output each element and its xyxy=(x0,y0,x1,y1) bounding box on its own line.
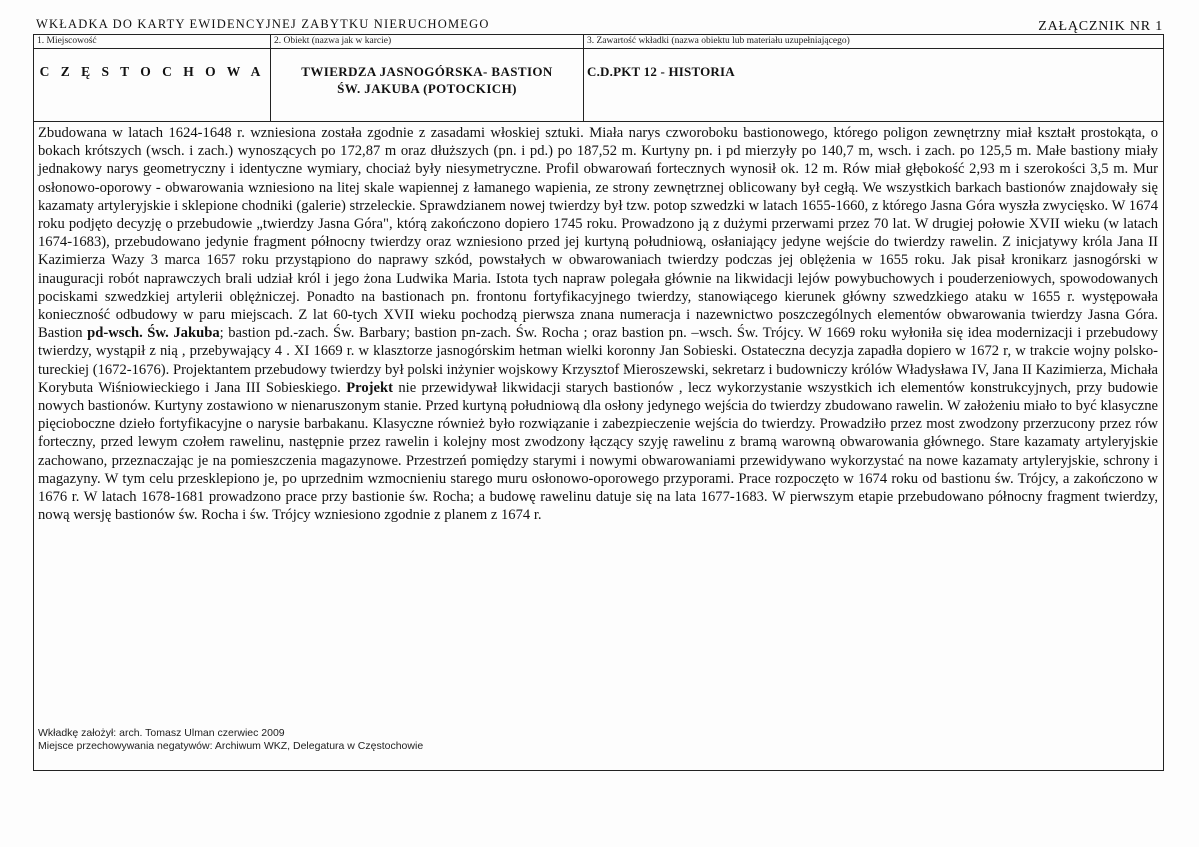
location-label: 1. Miejscowość xyxy=(34,35,270,49)
footer-info xyxy=(38,727,423,753)
contents-value: C.D.PKT 12 - HISTORIA xyxy=(587,64,735,79)
annex-number: ZAŁĄCZNIK NR 1 xyxy=(1038,19,1163,34)
object-value-line1: TWIERDZA JASNOGÓRSKA- BASTION xyxy=(301,64,553,79)
history-paragraph-part2: ; bastion pd.-zach. Św. Barbary; bastion pn-zach. Św. Rocha ; oraz bastion pn. –wsch. Św. Trójcy. W 1669 roku wyłoniła się idea modernizacji i przebudowy twierdzy, wystąpił z nią , przebywający 4 . XI 1669 r. w klasztorze jasnogórskim hetman wielki koronny Jan Sobieski. Ostateczna decyzja zapadła dopiero w 1672 r, w trakcie wojny polsko-tureckiej (1672-1676). Projektantem przebudowy twierdzy był polski inżynier wojskowy Krzysztof Mieroszewski, sekretarz i budowniczy królów Władysława IV, Jana II Kazimierza, Michała Korybuta Wiśniowieckiego i Jana III Sobieskiego. xyxy=(38,325,1158,396)
object-value-line2: ŚW. JAKUBA (POTOCKICH) xyxy=(337,81,517,96)
object-field xyxy=(271,35,584,121)
header-fields-row xyxy=(34,35,1163,122)
contents-field xyxy=(584,35,1163,121)
history-paragraph-part1: Zbudowana w latach 1624-1648 r. wzniesiona została zgodnie z zasadami włoskiej sztuki. Miała narys czworoboku bastionowego, którego poligon zewnętrzny miał kształt prostokąta, o bokach krótszych (wsch. i zach.) wynoszących po 172,87 m oraz dłuższych (pn. i pd.) po 187,52 m. Kurtyny pn. i pd mierzyły po 140,7 m, wsch. i zach. po 125,5 m. Małe bastiony miały jednakowy narys geometryczny i identyczne wymiary, chociaż były niesymetryczne. Profil obwarowań fortecznych wynosił ok. 12 m. Rów miał głębokość 2,93 m i szerokości 3,5 m. Mur osłonowo-oporowy - obwarowania wzniesiono na litej skale wapiennej z łamanego wapienia, ze strony zewnętrznej oblicowany był cegłą. We wszystkich barkach bastionów znajdowały się kazamaty artyleryjskie i sklepione chodniki (galerie) strzeleckie. Sprawdzianem nowej twierdzy był tzw. potop szwedzki w latach 1655-1660, z którego Jasna Góra wyszła zwycięsko. W 1674 roku podjęto decyzję o przebudowie „twierdzy Jasna Góra", którą zakończono dopiero 1745 roku. Prowadzono ją z dużymi przerwami przez 70 lat. W drugiej połowie XVII wieku (w latach 1674-1683), przebudowano jedynie fragment północny twierdzy oraz wzniesiono przed jej kurtyną południową, osłaniający jedyne wejście do twierdzy rawelin. Z inicjatywy króla Jana II Kazimierza Wazy 3 marca 1657 roku przystąpiono do naprawy szkód, powstałych w obwarowaniach twierdzy podczas jej oblężenia w 1655 roku. Jak pisał kronikarz jasnogórski w inauguracji robót naprawczych brali udział król i jego żona Ludwika Maria. Istota tych napraw polegała głównie na likwidacji lejów powybuchowych i pouderzeniowych, spowodowanych pociskami szwedzkiej artylerii oblężniczej. Ponadto na bastionach pn. frontonu fortyfikacyjnego twierdzy, stanowiącego kierunek główny szwedzkiego ataku w 1655 r. występowała konieczność odbudowy w paru miejscach. Z lat 60-tych XVII wieku pochodzą pierwsza znana numeracja i nazewnictwo poszczególnych elementów obwarowania twierdzy Jasna Góra. Bastion xyxy=(38,125,1158,342)
footer-storage: Miejsce przechowywania negatywów: Archiwum WKZ, Delegatura w Częstochowie xyxy=(38,740,424,752)
document-title: WKŁADKA DO KARTY EWIDENCYJNEJ ZABYTKU NIERUCHOMEGO xyxy=(36,17,490,31)
footer-author: Wkładkę założył: arch. Tomasz Ulman czerwiec 2009 xyxy=(38,727,285,739)
history-text xyxy=(38,124,1158,524)
history-bold-project: Projekt xyxy=(346,379,393,396)
location-field xyxy=(34,35,271,121)
object-label: 2. Obiekt (nazwa jak w karcie) xyxy=(271,35,583,49)
contents-label: 3. Zawartość wkładki (nazwa obiektu lub materiału uzupełniającego) xyxy=(584,35,1163,49)
form-frame xyxy=(33,34,1164,771)
object-value xyxy=(271,63,583,97)
history-bold-bastion: pd-wsch. Św. Jakuba xyxy=(87,325,220,342)
location-value: C Z Ę S T O C H O W A xyxy=(39,64,265,79)
history-paragraph-part3: nie przewidywał likwidacji starych bastionów , lecz wykorzystanie wszystkich ich elementów konstrukcyjnych, przy budowie nowych bastionów. Kurtyny zostawiono w nienaruszonym stanie. Przed kurtyną południową dla osłony jedynego wejścia do twierdzy zbudowano rawelin. W założeniu miało to być klasyczne pięcioboczne dzieło fortyfikacyjne o narysie barbakanu. Klasyczne również było rozwiązanie i zabezpieczenie wejścia do twierdzy. Prowadziło przez most zwodzony przerzucony przez rów forteczny, przed lewym czołem rawelinu, następnie przez rawelin i kolejny most zwodzony łączący szyję rawelinu z bramą warowną obwarowania głównego. Stare kazamaty artyleryjskie zachowano, przeznaczając je na pomieszczenia magazynowe. Przestrzeń pomiędzy starymi i nowymi obwarowaniami przewidywano wykorzystać na nowe kazamaty artyleryjskie, schrony i magazyny. W tym celu przesklepiono je, po uprzednim wzmocnieniu starego muru osłonowo-oporowego przyporami. Prace rozpoczęto w 1674 roku od bastionu św. Trójcy, a zakończono w 1676 r. W latach 1678-1681 prowadzono prace przy bastionie św. Rocha; a budowę rawelinu datuje się na lata 1677-1683. W pierwszym etapie przebudowano północny fragment twierdzy, nową wersję bastionów św. Rocha i św. Trójcy wzniesiono zgodnie z planem z 1674 r. xyxy=(38,379,1158,524)
